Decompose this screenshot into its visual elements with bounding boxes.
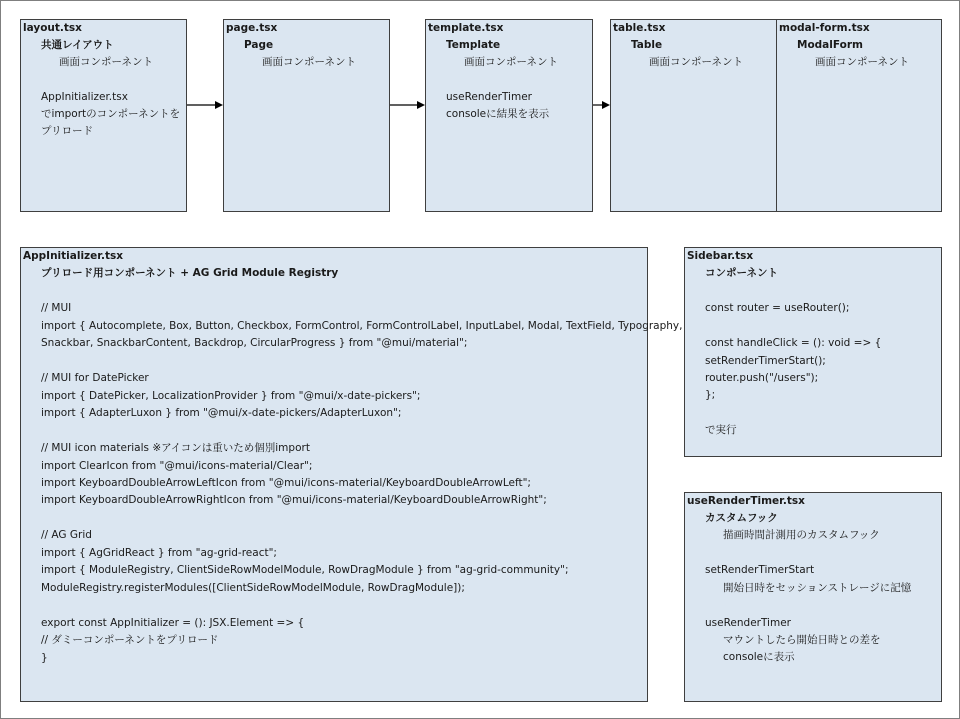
code-line: // MUI for DatePicker bbox=[41, 372, 149, 384]
table-role: 画面コンポーネント bbox=[649, 56, 743, 68]
sidebar-code-line: const router = useRouter(); bbox=[705, 302, 850, 314]
sidebar-code-line: setRenderTimerStart(); bbox=[705, 355, 826, 367]
use-render-timer-desc: 描画時間計測用のカスタムフック bbox=[723, 529, 880, 541]
modal-form-box bbox=[776, 19, 942, 212]
layout-note-line: プリロード bbox=[41, 125, 94, 137]
set-render-timer-start-name: setRenderTimerStart bbox=[705, 564, 815, 576]
app-initializer-box bbox=[20, 247, 683, 702]
use-render-timer-name: useRenderTimer bbox=[705, 617, 791, 629]
code-line: // MUI icon materials ※アイコンは重いため個別import bbox=[41, 442, 310, 454]
layout-box bbox=[20, 19, 187, 212]
template-file-label: template.tsx bbox=[428, 22, 504, 34]
code-line: import KeyboardDoubleArrowLeftIcon from "@mui/icons-material/KeyboardDoubleArrowLeft"; bbox=[41, 477, 531, 489]
app-initializer-file-label: AppInitializer.tsx bbox=[23, 250, 123, 262]
modal-form-file-label: modal-form.tsx bbox=[779, 22, 870, 34]
code-line: import ClearIcon from "@mui/icons-material/Clear"; bbox=[41, 460, 313, 472]
code-line: // MUI bbox=[41, 302, 72, 314]
page-title: Page bbox=[244, 39, 274, 51]
sidebar-box bbox=[684, 247, 942, 457]
sidebar-code-line: }; bbox=[705, 389, 716, 401]
sidebar-code-line: router.push("/users"); bbox=[705, 372, 819, 384]
sidebar-code-line: const handleClick = (): void => { bbox=[705, 337, 882, 349]
template-box bbox=[425, 19, 593, 212]
sidebar-title: コンポーネント bbox=[705, 267, 778, 279]
code-line: import { AdapterLuxon } from "@mui/x-date-pickers/AdapterLuxon"; bbox=[41, 407, 402, 419]
code-line: // AG Grid bbox=[41, 529, 92, 541]
arrow-layout-to-page bbox=[187, 99, 224, 111]
template-title: Template bbox=[446, 39, 501, 51]
layout-note-line: でimportのコンポーネントを bbox=[41, 108, 181, 120]
code-line: ModuleRegistry.registerModules([ClientSideRowModelModule, RowDragModule]); bbox=[41, 582, 465, 594]
code-line: Snackbar, SnackbarContent, Backdrop, CircularProgress } from "@mui/material"; bbox=[41, 337, 468, 349]
layout-file-label: layout.tsx bbox=[23, 22, 82, 34]
modal-form-role: 画面コンポーネント bbox=[815, 56, 909, 68]
page-file-label: page.tsx bbox=[226, 22, 278, 34]
use-render-timer-box bbox=[684, 492, 942, 702]
layout-note-line: AppInitializer.tsx bbox=[41, 91, 128, 103]
template-note-line: useRenderTimer bbox=[446, 91, 532, 103]
use-render-timer-desc-line: consoleに表示 bbox=[723, 651, 795, 663]
arrow-template-to-table bbox=[593, 99, 611, 111]
table-title: Table bbox=[631, 39, 663, 51]
code-line: export const AppInitializer = (): JSX.Element => { bbox=[41, 617, 305, 629]
code-line: import { AgGridReact } from "ag-grid-react"; bbox=[41, 547, 277, 559]
use-render-timer-desc-line: マウントしたら開始日時との差を bbox=[723, 634, 881, 646]
layout-title: 共通レイアウト bbox=[41, 39, 114, 51]
table-box bbox=[610, 19, 777, 212]
code-line: import { ModuleRegistry, ClientSideRowModelModule, RowDragModule } from "ag-grid-community"; bbox=[41, 564, 569, 576]
page-box bbox=[223, 19, 390, 212]
set-render-timer-start-desc: 開始日時をセッションストレージに記憶 bbox=[723, 582, 912, 594]
code-line: } bbox=[41, 652, 48, 664]
arrow-page-to-template bbox=[390, 99, 426, 111]
sidebar-file-label: Sidebar.tsx bbox=[687, 250, 754, 262]
code-line: // ダミーコンポーネントをプリロード bbox=[41, 634, 219, 646]
template-note-line: consoleに結果を表示 bbox=[446, 108, 550, 120]
template-role: 画面コンポーネント bbox=[464, 56, 558, 68]
code-line: import KeyboardDoubleArrowRightIcon from "@mui/icons-material/KeyboardDoubleArrowRight"; bbox=[41, 494, 547, 506]
use-render-timer-file-label: useRenderTimer.tsx bbox=[687, 495, 805, 507]
app-initializer-title: プリロード用コンポーネント + AG Grid Module Registry bbox=[41, 267, 339, 279]
page-role: 画面コンポーネント bbox=[262, 56, 356, 68]
use-render-timer-title: カスタムフック bbox=[705, 512, 778, 524]
code-line: import { DatePicker, LocalizationProvider } from "@mui/x-date-pickers"; bbox=[41, 390, 421, 402]
code-line: import { Autocomplete, Box, Button, Checkbox, FormControl, FormControlLabel, InputLabel, Modal, TextField, Typography, bbox=[41, 320, 683, 332]
table-file-label: table.tsx bbox=[613, 22, 666, 34]
layout-role: 画面コンポーネント bbox=[59, 56, 153, 68]
modal-form-title: ModalForm bbox=[797, 39, 863, 51]
sidebar-code-line: で実行 bbox=[705, 424, 737, 436]
